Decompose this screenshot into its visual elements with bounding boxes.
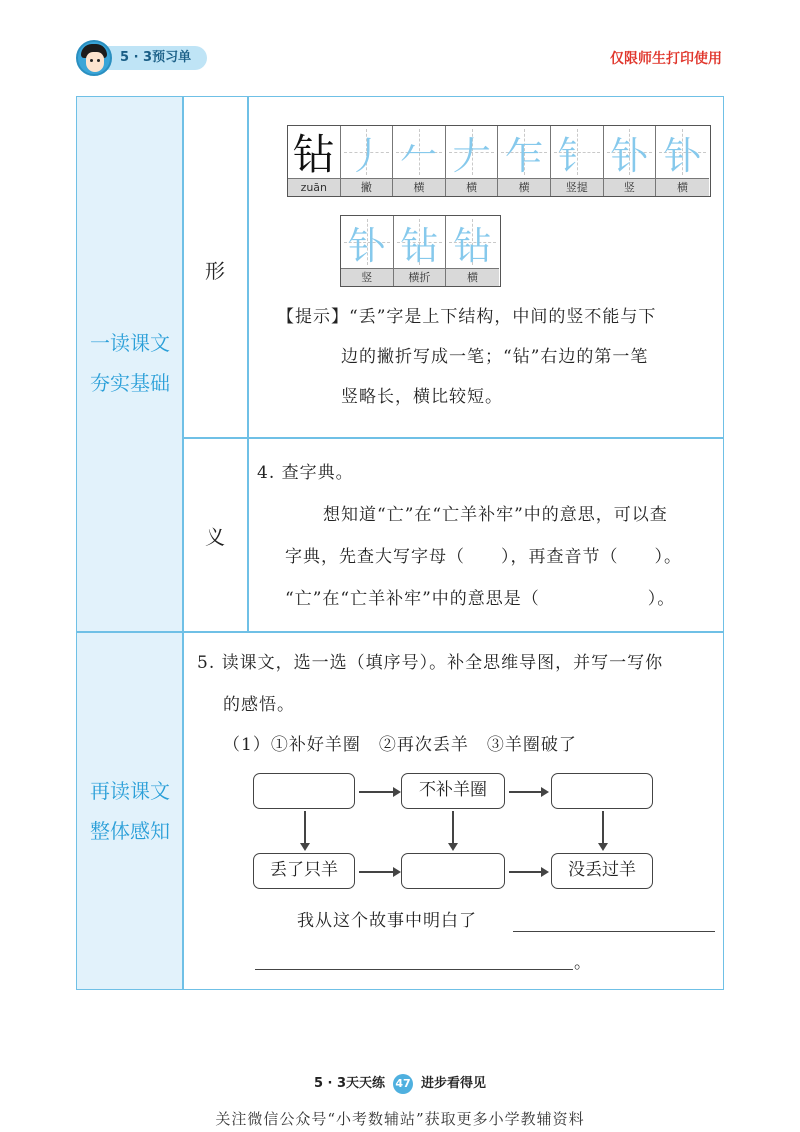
page-footer bbox=[0, 1072, 800, 1094]
header-badge bbox=[76, 40, 207, 76]
hint-line1: 【提示】“丢”字是上下结构，中间的竖不能与下 bbox=[277, 307, 657, 327]
section1-label-line1: 一读课文 bbox=[90, 331, 170, 355]
stroke-cell: 钻 横 bbox=[446, 216, 499, 286]
stroke-cell: 钋 竖 bbox=[604, 126, 657, 196]
q5-line1: 5. 读课文，选一选（填序号）。补全思维导图，并写一写你 bbox=[197, 653, 664, 673]
stroke-cell: 丿 撇 bbox=[341, 126, 394, 196]
stroke-cell-main: 钻 zuān bbox=[288, 126, 341, 196]
page-number: 47 bbox=[393, 1074, 413, 1094]
arrow-down-icon bbox=[452, 811, 454, 849]
flow-box-top-left[interactable] bbox=[253, 773, 355, 809]
footer-left: 5 · 3天天练 bbox=[313, 1076, 386, 1091]
arrow-down-icon bbox=[602, 811, 604, 849]
section2-label-line2: 整体感知 bbox=[90, 819, 170, 843]
stroke-order-grid-1 bbox=[287, 125, 711, 197]
flow-box-top-mid: 不补羊圈 bbox=[401, 773, 505, 809]
flow-box-bot-mid[interactable] bbox=[401, 853, 505, 889]
stroke-cell: 钅 竖提 bbox=[551, 126, 604, 196]
stroke-cell: 钋 竖 bbox=[341, 216, 394, 286]
stroke-cell: 钋 横 bbox=[656, 126, 709, 196]
print-notice: 仅限师生打印使用 bbox=[610, 51, 722, 67]
q5-options: （1）①补好羊圈 ②再次丢羊 ③羊圈破了 bbox=[223, 735, 577, 755]
footer-right: 进步看得见 bbox=[421, 1076, 487, 1091]
q4-line1: 想知道“亡”在“亡羊补牢”中的意思，可以查 bbox=[323, 505, 668, 525]
stroke-cell: 𠂇 横 bbox=[446, 126, 499, 196]
stroke-order-grid-2 bbox=[340, 215, 501, 287]
flow-box-bot-right: 没丢过羊 bbox=[551, 853, 653, 889]
form-label: 形 bbox=[205, 259, 225, 283]
section1-label-line2: 夯实基础 bbox=[90, 371, 170, 395]
cartoon-avatar-icon bbox=[76, 40, 112, 76]
q4-title: 4. 查字典。 bbox=[257, 463, 354, 483]
q5-line2: 的感悟。 bbox=[223, 695, 295, 715]
flow-box-top-right[interactable] bbox=[551, 773, 653, 809]
book-title-pill: 5 · 3预习单 bbox=[106, 46, 207, 70]
hint-line2: 边的撇折写成一笔；“钻”右边的第一笔 bbox=[341, 347, 649, 367]
reflection-prompt: 我从这个故事中明白了 bbox=[297, 911, 477, 931]
q4-line2: 字典，先查大写字母（ ），再查音节（ ）。 bbox=[285, 547, 682, 567]
stroke-cell: 乍 横 bbox=[498, 126, 551, 196]
answer-line-1[interactable] bbox=[513, 931, 715, 932]
worksheet-table bbox=[76, 96, 724, 990]
arrow-right-icon bbox=[509, 791, 547, 793]
meaning-label: 义 bbox=[205, 525, 225, 549]
flow-box-bot-left: 丢了只羊 bbox=[253, 853, 355, 889]
arrow-right-icon bbox=[359, 791, 399, 793]
q4-line3: “亡”在“亡羊补牢”中的意思是（ ）。 bbox=[285, 589, 676, 609]
stroke-cell: 𠂉 横 bbox=[393, 126, 446, 196]
stroke-cell: 钻 横折 bbox=[394, 216, 447, 286]
arrow-right-icon bbox=[359, 871, 399, 873]
watermark-text: 关注微信公众号“小考数辅站”获取更多小学教辅资料 bbox=[215, 1110, 585, 1128]
reflection-period: 。 bbox=[574, 953, 592, 973]
section2-label-line1: 再读课文 bbox=[90, 779, 170, 803]
arrow-down-icon bbox=[304, 811, 306, 849]
arrow-right-icon bbox=[509, 871, 547, 873]
hint-line3: 竖略长，横比较短。 bbox=[341, 387, 503, 407]
answer-line-2[interactable] bbox=[255, 969, 573, 970]
